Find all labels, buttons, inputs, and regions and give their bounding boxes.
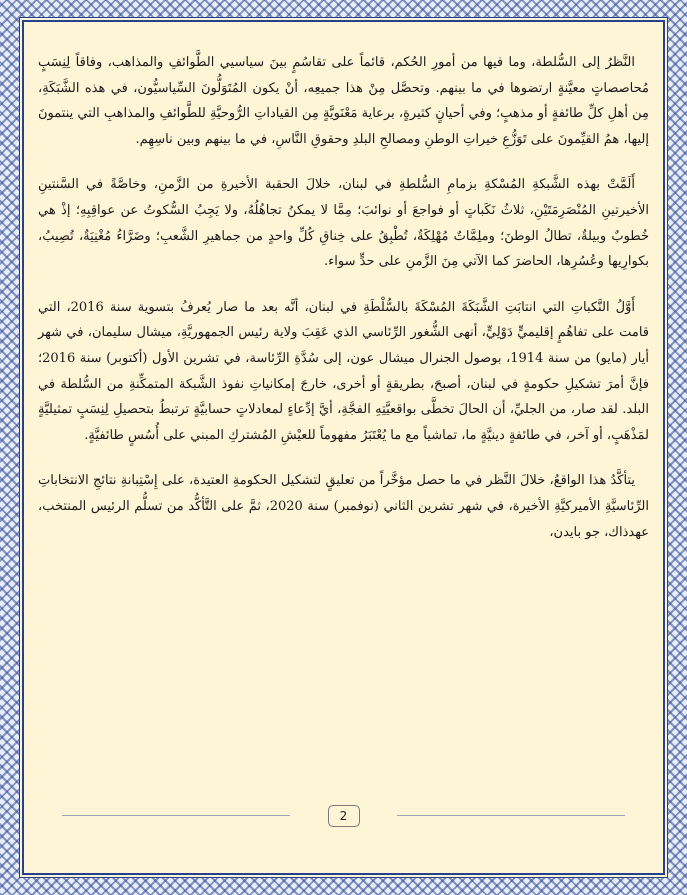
footer-divider-left bbox=[62, 815, 290, 816]
paragraph-4: يتأكَّدُ هذا الواقعُ، خلالَ النَّظر في ما حصل مؤخَّراً من تعليقٍ لتشكيل الحكومةِ العتيدة، على إِسْتِبانةِ نتائجِ الانتخاباتِ الرِّئاسيَّةِ الأميركيَّةِ الأخيرة، في شهر تشرين الثاني (نوفمبر) سنة 2020، ثمَّ على التَّأكُّد من تسلُّم الرئيس المنتخب، عهدذاك، جو بايدن، bbox=[38, 473, 649, 540]
paragraph-3: أَوَّلُ النَّكباتِ التي انتابَتِ الشَّبَكَةَ المُسْكَةَ بالسُّلْطَةِ في لبنان، أنَّه بعد ما صار يُعرفُ بتسوية سنة 2016، التي قامت على تفاهُمٍ إقليميٍّ دَوْلِيٍّ، أنهى الشُّغور الرِّئاسي الذي عَقِبَ ولاية رئيس الجمهوريَّةِ، ميشال سليمان، في شهر أيار (مايو) من سنة 1914، بوصول الجنرال ميشال عون، إلى سُدَّةِ الرِّئاسة، في تشرين الأول (أكتوبر) سنة 2016؛ فإنَّ أمرَ تشكيلِ حكومةٍ في لبنان، أصبحَ، بطريقةٍ أو أخرى، خارجَ إمكانياتِ نفوذ الشَّبكة المتمكِّنةِ من السُّلطة في البلد. لقد صار، من الجليِّ، أن الحالَ تخطَّى بواقعيَّتِهِ الفجَّةِ، أيَّ إدِّعاءٍ لمعادلاتٍ حسابيَّةٍ ترتبطُ بتحصيلِ لِنِسَبٍ تمثيليَّةٍ لمَذْهَبٍ، أو آخر، في طائفةٍ دينيَّةٍ ما، تماشياً مع ما يُعْتَبَرُ مفهوماً للعيْشِ المُشتركِ المبني على أُسُسٍ طائفيَّةٍ. bbox=[38, 299, 649, 443]
page-footer bbox=[62, 805, 625, 827]
page-number: 2 bbox=[328, 805, 360, 827]
paragraph-1: النَّظرُ إلى السُّلطة، وما فيها من أمورِ الحُكم، قائماً على تقاسُمٍ بينَ سياسيي الطَّوائفِ والمذاهب، وفاقاً لِنِسَبٍ مُحاصصاتٍ معيَّنةٍ ارتضوها في ما بينهم. وتحصَّل مِنْ هذا جميعِه، أنْ يكون المُتَوَلُّونَ السِّياسيُّون، في هذه الشَّبَكَةِ، مِن أهلِ كلِّ طائفةٍ أو مذهبٍ؛ وفي أحيانٍ كثيرةٍ، برعاية مَعْنَويَّةٍ مِن القياداتِ الرُّوحيَّةِ للطَّوائفِ والمذاهبِ التي ينتمونَ إليها، همُ القيِّمونَ على تَوَزُّعِ خيراتِ الوطنِ ومصالحِ البلدِ وحقوقِ النَّاسِ، في ما بينهم وبين ناسِهِم. bbox=[38, 55, 649, 147]
footer-divider-right bbox=[397, 815, 625, 816]
paragraph-2: أَلَمَّتْ بهذه الشَّبكةِ المُسْكةِ بزمامِ السُّلطةِ في لبنان، خلالَ الحقبة الأخيرةِ من الزَّمنِ، وخاصَّةً في السَّنتينِ الأخيرتينِ المُنْصَرِمَتَيْنِ، ثلاثُ نَكَباتٍ أو فواجعَ أو نوائبَ؛ مِمَّا لا يمكنُ تجاهُلُهُ، ولا يَجِبُ السُّكوتُ عن عواقِبِهِ؛ إذْ هي خُطوبٌ وبيلةٌ، تطالُ الوطنَ؛ وملِمَّاتٌ مُهْلِكَةٌ، تُطْبِقُ على خِناقِ كُلِّ واحدٍ من جماهيرِ الشَّعبِ؛ وضَرَّاءُ مُغْنِيَةٌ، تُصِيبُ، بكوارِيها وعُسُرِها، الحاضرَ كما الآتي مِنَ الزَّمنِ على حدٍّ سواء. bbox=[38, 177, 649, 270]
body-text bbox=[38, 50, 649, 565]
